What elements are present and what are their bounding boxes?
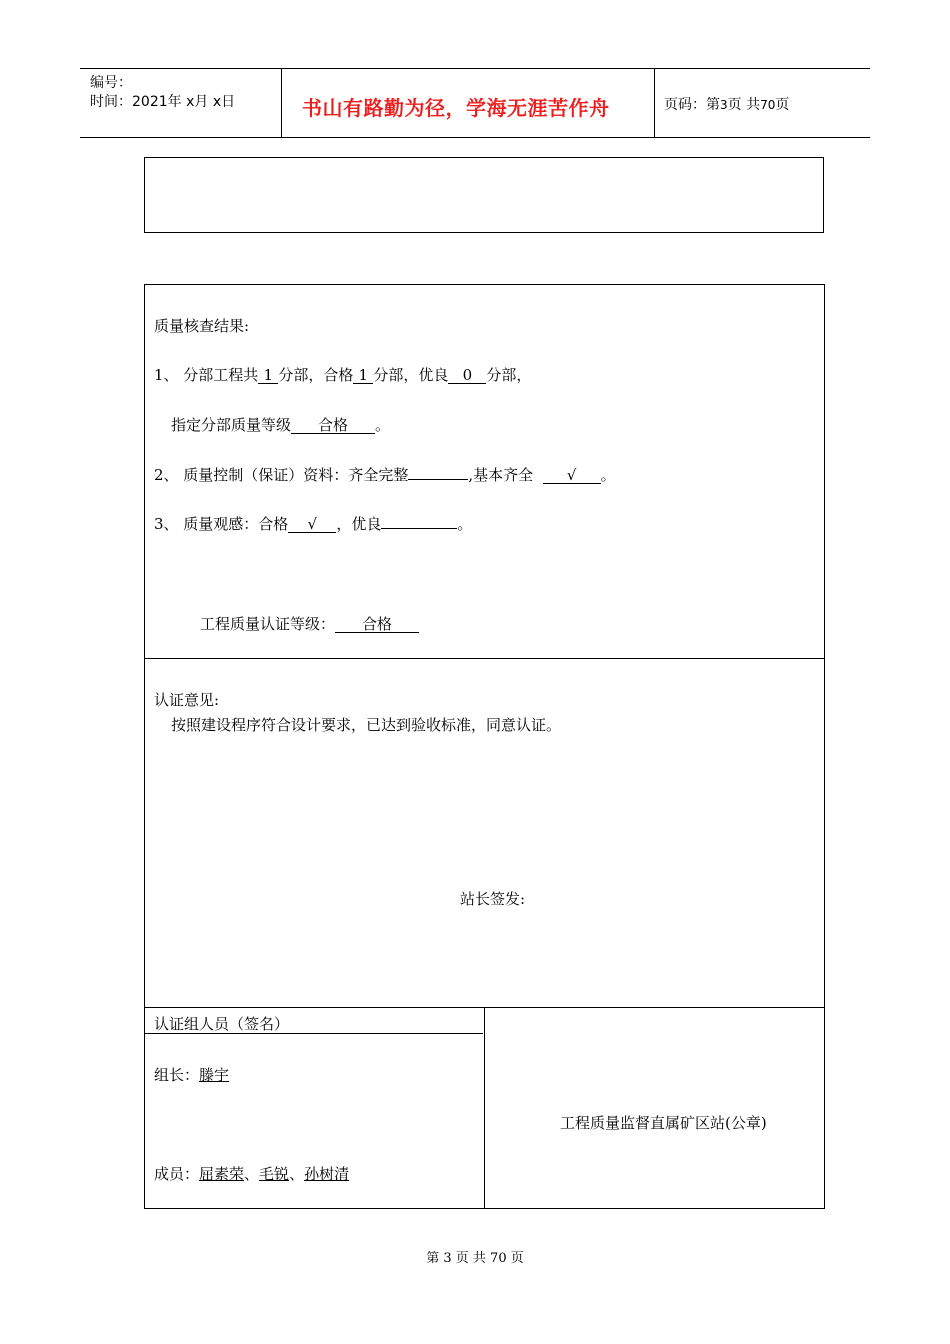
item3-check: √ (288, 517, 336, 533)
stationmaster-sign-label: 站长签发: (460, 890, 526, 908)
number-label: 编号： (90, 75, 132, 91)
time-day-unit: 日 (221, 94, 236, 110)
opinion-text: 按照建设程序符合设计要求，已达到验收标准，同意认证。 (171, 716, 562, 734)
member-name: 孙树清 (304, 1165, 350, 1183)
members-line (154, 1163, 349, 1184)
member-name: 屈素荣 (199, 1165, 245, 1183)
item1-mid2: 分部，优良 (373, 366, 449, 384)
item2-prefix: 2、 质量控制（保证）资料：齐全完整 (154, 466, 409, 484)
page-number: 3 (720, 98, 728, 112)
time-line (90, 91, 235, 111)
page-total: 70 (760, 98, 776, 112)
divider (145, 658, 824, 659)
quality-item-1 (154, 364, 531, 385)
members-heading: 认证组人员（签名） (154, 1015, 290, 1033)
page-end: 页 (775, 97, 790, 113)
time-day: x (212, 94, 222, 110)
item3-mid: ，优良 (336, 515, 382, 533)
official-stamp-label: 工程质量监督直属矿区站(公章) (560, 1114, 767, 1132)
grade-end: 。 (375, 416, 391, 434)
certification-form (144, 284, 825, 1209)
members-label: 成员： (154, 1165, 200, 1183)
cert-grade-line (200, 613, 419, 634)
time-year: 2021 (132, 94, 168, 110)
quality-item-3 (154, 513, 472, 534)
header-page-info (664, 94, 789, 114)
member-separator: 、 (289, 1165, 305, 1183)
member-separator: 、 (244, 1165, 260, 1183)
item1-mid1: 分部，合格 (278, 366, 354, 384)
item2-check: √ (543, 468, 601, 484)
time-year-unit: 年 (167, 94, 182, 110)
leader-name: 滕宇 (199, 1066, 230, 1084)
item1-prefix: 1、 分部工程共 (154, 366, 259, 384)
header-motto: 书山有路勤为径，学海无涯苦作舟 (302, 96, 610, 120)
grade-value: 合格 (291, 418, 375, 434)
header-page-cell (655, 69, 870, 137)
page-mid: 页 共 (727, 97, 761, 113)
item3-blank (381, 528, 457, 529)
cert-grade-value: 合格 (335, 617, 419, 633)
header-motto-cell (282, 69, 655, 137)
quality-grade-line (171, 414, 390, 435)
item2-blank (408, 479, 468, 480)
item1-end: 分部， (486, 366, 532, 384)
page-footer: 第 3 页 共 70 页 (426, 1251, 524, 1266)
item1-total: 1 (258, 368, 278, 384)
leader-label: 组长： (154, 1066, 200, 1084)
item1-pass: 1 (353, 368, 373, 384)
opinion-heading: 认证意见: (154, 691, 220, 709)
page-header (80, 68, 870, 138)
item3-prefix: 3、 质量观感：合格 (154, 515, 289, 533)
empty-box (144, 157, 824, 233)
cert-grade-label: 工程质量认证等级： (200, 615, 336, 633)
item1-excellent: 0 (448, 368, 486, 384)
time-month: x (186, 94, 195, 110)
page-label: 页码：第 (664, 97, 720, 113)
time-label: 时间： (90, 94, 132, 110)
header-meta (80, 69, 282, 137)
column-divider (484, 1007, 485, 1209)
quality-item-2 (154, 464, 616, 485)
leader-line (154, 1064, 229, 1085)
member-name: 毛锐 (259, 1165, 290, 1183)
time-month-unit: 月 (194, 94, 209, 110)
item2-mid: ,基本齐全 (468, 466, 534, 484)
grade-prefix: 指定分部质量等级 (171, 416, 292, 434)
item2-end: 。 (600, 466, 616, 484)
item3-end: 。 (457, 515, 473, 533)
quality-heading: 质量核查结果: (154, 317, 250, 335)
